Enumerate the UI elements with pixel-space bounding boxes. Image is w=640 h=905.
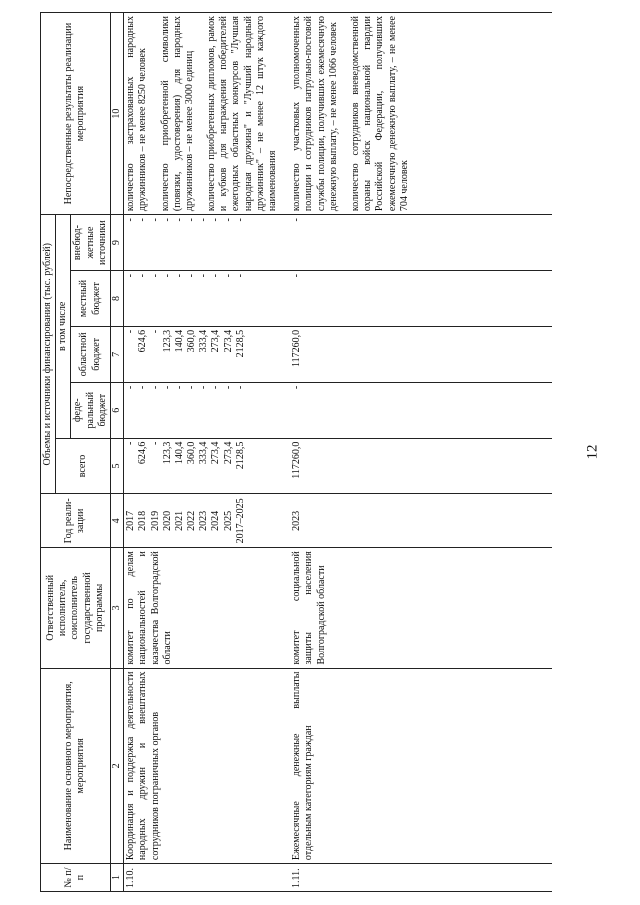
federal-value: -: [210, 385, 222, 390]
total-value: 117260,0: [291, 441, 303, 479]
header-regional: областной бюджет: [71, 326, 111, 382]
years-value: 2024: [210, 510, 222, 531]
local-value: -: [210, 274, 222, 278]
column-number: 4: [110, 494, 123, 548]
header-executor: Ответственный исполнитель, соисполнитель государственной программы: [41, 548, 111, 668]
years-value: 2023: [291, 510, 303, 531]
local-value: -: [149, 274, 161, 278]
column-number: 8: [110, 271, 123, 327]
local-value: -: [198, 274, 210, 278]
local-cell: [124, 271, 291, 327]
total-value: -: [125, 441, 137, 445]
column-number: 7: [110, 326, 123, 382]
column-number: 3: [110, 548, 123, 668]
header-year: Год реали-зации: [41, 494, 111, 548]
total-value: 123,3: [161, 441, 173, 465]
federal-value: -: [234, 385, 246, 390]
local-value: -: [186, 274, 198, 278]
local-value: -: [161, 274, 173, 278]
regional-cell: [290, 326, 552, 382]
extra-value: -: [125, 218, 137, 222]
header-no: № п/п: [41, 864, 111, 892]
years-value: 2017: [125, 510, 137, 531]
regional-value: 360,0: [186, 329, 198, 353]
total-cell: [124, 438, 291, 494]
program-table: [40, 12, 552, 892]
result-item: количество сотрудников вневедомственной охраны войск национальной гвардии Российской Федерации, получивших ежемесячную денежную выплату, – не менее 704 человек: [349, 16, 410, 212]
total-value: -: [149, 441, 161, 445]
header-name: Наименование основного мероприятия, мероприятия: [41, 668, 111, 864]
years-value: 2022: [186, 510, 198, 531]
federal-value: -: [173, 385, 185, 390]
executor: комитет по делам национальностей и казачества Волгоградской области: [124, 548, 291, 668]
header-total: всего: [56, 438, 111, 494]
result-item: количество застрахованных народных дружинников – не менее 8250 человек: [125, 16, 149, 212]
extra-value: -: [161, 218, 173, 222]
local-value: -: [137, 274, 149, 278]
local-value: -: [173, 274, 185, 278]
total-value: 360,0: [186, 441, 198, 465]
years-value: 2017–2025: [234, 498, 246, 544]
years-value: 2018: [137, 510, 149, 531]
years-cell: [290, 494, 552, 548]
federal-value: -: [198, 385, 210, 390]
column-number: 5: [110, 438, 123, 494]
result-item: количество приобретенной символики (повязки, удостоверения) для народных дружинников – не менее 3000 единиц: [159, 16, 195, 212]
header-results: Непосредственные результаты реализации мероприятия: [41, 13, 111, 215]
federal-value: -: [186, 385, 198, 390]
local-value: -: [222, 274, 234, 278]
local-value: -: [125, 274, 137, 278]
regional-cell: [124, 326, 291, 382]
results-cell: [290, 13, 552, 215]
extra-value: -: [222, 218, 234, 222]
regional-value: -: [149, 329, 161, 334]
column-number: 6: [110, 382, 123, 438]
executor: комитет социальной защиты населения Волгоградской области: [290, 548, 552, 668]
federal-value: -: [149, 385, 161, 390]
header-extra: внебюд-жетные источники: [71, 215, 111, 271]
years-value: 2025: [222, 510, 234, 531]
extra-value: -: [234, 218, 246, 222]
total-value: 2128,5: [234, 441, 246, 470]
extra-cell: [124, 215, 291, 271]
row-number: 1.10.: [124, 864, 291, 892]
regional-value: 2128,5: [234, 329, 246, 358]
regional-value: 273,4: [210, 329, 222, 353]
local-value: -: [291, 274, 303, 278]
years-value: 2020: [161, 510, 173, 531]
years-cell: [124, 494, 291, 548]
result-item: количество участковых уполномоченных полиции и сотрудников патрульно-постовой службы полиции, получивших ежемесячную денежную выплату, – не менее 1066 человек: [291, 16, 339, 212]
total-value: 140,4: [173, 441, 185, 465]
extra-value: -: [149, 218, 161, 222]
total-value: 273,4: [210, 441, 222, 465]
extra-value: -: [173, 218, 185, 222]
extra-value: -: [198, 218, 210, 222]
years-value: 2023: [198, 510, 210, 531]
measure-name: Ежемесячные денежные выплаты отдельным категориям граждан: [290, 668, 552, 864]
page-number: 12: [584, 444, 601, 460]
header-finance: Объемы и источники финансирования (тыс. рублей): [41, 215, 56, 494]
extra-value: -: [137, 218, 149, 222]
regional-value: 624,6: [137, 329, 149, 353]
column-number: 1: [110, 864, 123, 892]
regional-value: 333,4: [198, 329, 210, 353]
federal-value: -: [161, 385, 173, 390]
column-number: 10: [110, 13, 123, 215]
total-value: 624,6: [137, 441, 149, 465]
years-value: 2019: [149, 510, 161, 531]
result-item: количество приобретенных дипломов, рамок и кубков для награждения победителей ежегодных областных конкурсов "Лучшая народная дружина" и "Лучший народный дружинник" – не менее 12 штук каждого наименования: [206, 16, 278, 212]
federal-value: -: [291, 385, 303, 390]
column-numbers-row: [110, 13, 123, 892]
extra-value: -: [291, 218, 303, 222]
document-page: [40, 12, 600, 892]
local-cell: [290, 271, 552, 327]
total-value: 333,4: [198, 441, 210, 465]
federal-cell: [124, 382, 291, 438]
total-value: 273,4: [222, 441, 234, 465]
federal-value: -: [222, 385, 234, 390]
row-number: 1.11.: [290, 864, 552, 892]
local-value: -: [234, 274, 246, 278]
header-local: местный бюджет: [71, 271, 111, 327]
federal-value: -: [137, 385, 149, 390]
table-row: [290, 13, 552, 892]
extra-value: -: [186, 218, 198, 222]
years-value: 2021: [173, 510, 185, 531]
regional-value: 273,4: [222, 329, 234, 353]
total-cell: [290, 438, 552, 494]
header-federal: феде-ральный бюджет: [71, 382, 111, 438]
extra-cell: [290, 215, 552, 271]
column-number: 2: [110, 668, 123, 864]
federal-cell: [290, 382, 552, 438]
table-row: [124, 13, 291, 892]
measure-name: Координация и поддержка деятельности народных дружин и внештатных сотрудников пограничных органов: [124, 668, 291, 864]
regional-value: 140,4: [173, 329, 185, 353]
header-incl: в том числе: [56, 215, 71, 439]
regional-value: 123,3: [161, 329, 173, 353]
column-number: 9: [110, 215, 123, 271]
extra-value: -: [210, 218, 222, 222]
results-cell: [124, 13, 291, 215]
regional-value: -: [125, 329, 137, 334]
federal-value: -: [125, 385, 137, 390]
regional-value: 117260,0: [291, 329, 303, 368]
